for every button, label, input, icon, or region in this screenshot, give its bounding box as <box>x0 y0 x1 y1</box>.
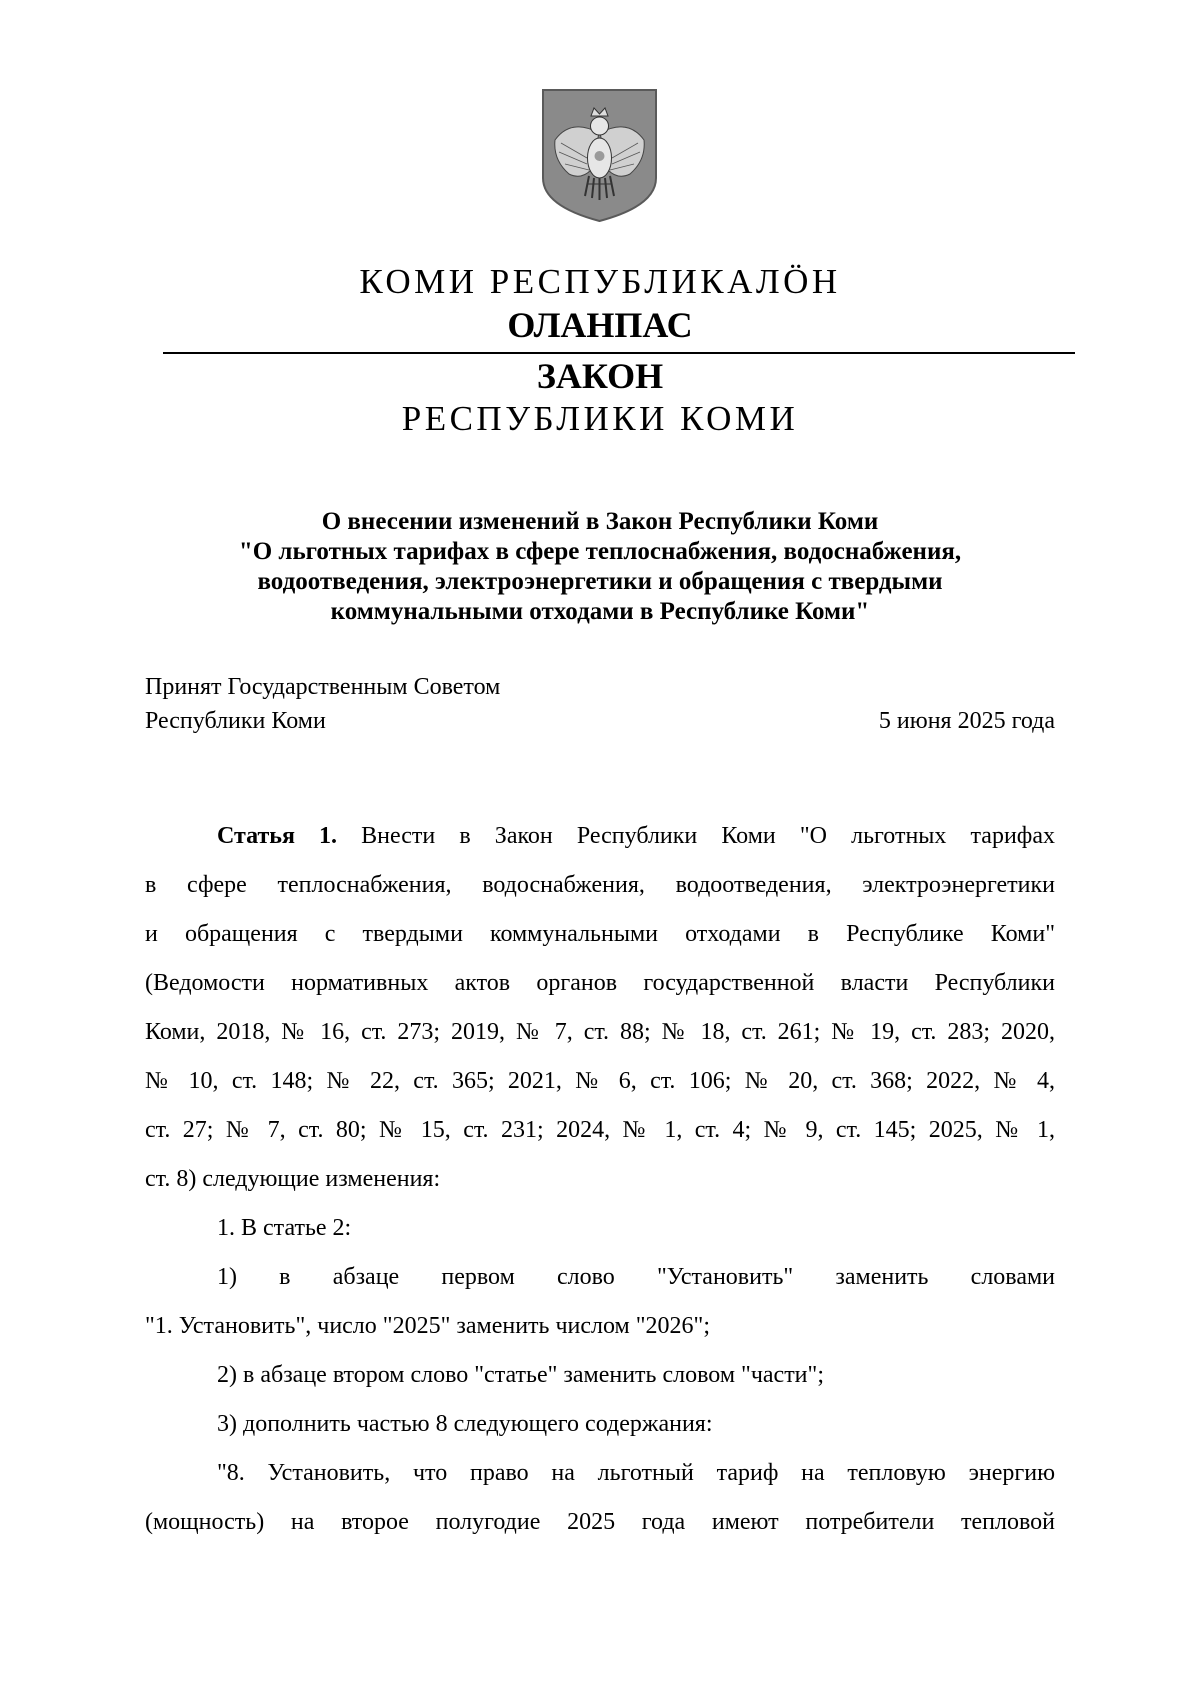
law-title-line: водоотведения, электроэнергетики и обращения с твердыми <box>257 568 943 595</box>
article-body <box>145 812 1055 1547</box>
article-line: № 10, ст. 148; № 22, ст. 365; 2021, № 6, ст. 106; № 20, ст. 368; 2022, № 4, <box>145 1068 1055 1094</box>
header-olanpas: ОЛАНПАС <box>507 305 693 345</box>
article-first-line <box>145 812 1055 861</box>
article-line: ст. 8) следующие изменения: <box>145 1166 441 1192</box>
header-zakon: ЗАКОН <box>536 356 664 396</box>
quote-line: (мощность) на второе полугодие 2025 года имеют потребители тепловой <box>145 1509 1055 1535</box>
adopted-by-line: Принят Государственным Советом <box>145 674 501 700</box>
komi-coat-of-arms-emblem <box>541 88 658 223</box>
article-line: и обращения с твердыми коммунальными отходами в Республике Коми" <box>145 921 1055 947</box>
header-komi-republic: КОМИ РЕСПУБЛИКАЛӦН <box>359 262 841 301</box>
article-label: Статья 1. <box>217 823 338 849</box>
law-title <box>0 507 1200 627</box>
subitem-2: 2) в абзаце втором слово "статье" заменить словом "части"; <box>217 1362 824 1388</box>
article-line: Коми, 2018, № 16, ст. 273; 2019, № 7, ст. 88; № 18, ст. 261; № 19, ст. 283; 2020, <box>145 1019 1055 1045</box>
law-title-line: О внесении изменений в Закон Республики Коми <box>321 508 879 535</box>
subitem-1-line: "1. Установить", число "2025" заменить числом "2026"; <box>145 1313 711 1339</box>
article-line: в сфере теплоснабжения, водоснабжения, водоотведения, электроэнергетики <box>145 872 1055 898</box>
item-1: 1. В статье 2: <box>217 1215 352 1241</box>
article-line: ст. 27; № 7, ст. 80; № 15, ст. 231; 2024, № 1, ст. 4; № 9, ст. 145; 2025, № 1, <box>145 1117 1055 1143</box>
article-text: Внести в Закон Республики Коми "О льготных тарифах <box>361 823 1055 849</box>
adoption-date: 5 июня 2025 года <box>878 708 1055 734</box>
adopted-by-republic: Республики Коми <box>145 708 326 734</box>
quote-line: "8. Установить, что право на льготный тариф на тепловую энергию <box>217 1460 1055 1486</box>
header-republic-komi: РЕСПУБЛИКИ КОМИ <box>401 399 799 438</box>
subitem-3: 3) дополнить частью 8 следующего содержания: <box>217 1411 713 1437</box>
article-line: (Ведомости нормативных актов органов государственной власти Республики <box>145 970 1055 996</box>
subitem-1-line: 1) в абзаце первом слово "Установить" заменить словами <box>217 1264 1055 1290</box>
adoption-block <box>145 670 1055 738</box>
coat-of-arms-icon <box>541 88 658 223</box>
law-title-line: коммунальными отходами в Республике Коми" <box>330 598 870 625</box>
law-title-line: "О льготных тарифах в сфере теплоснабжения, водоснабжения, <box>238 538 962 565</box>
